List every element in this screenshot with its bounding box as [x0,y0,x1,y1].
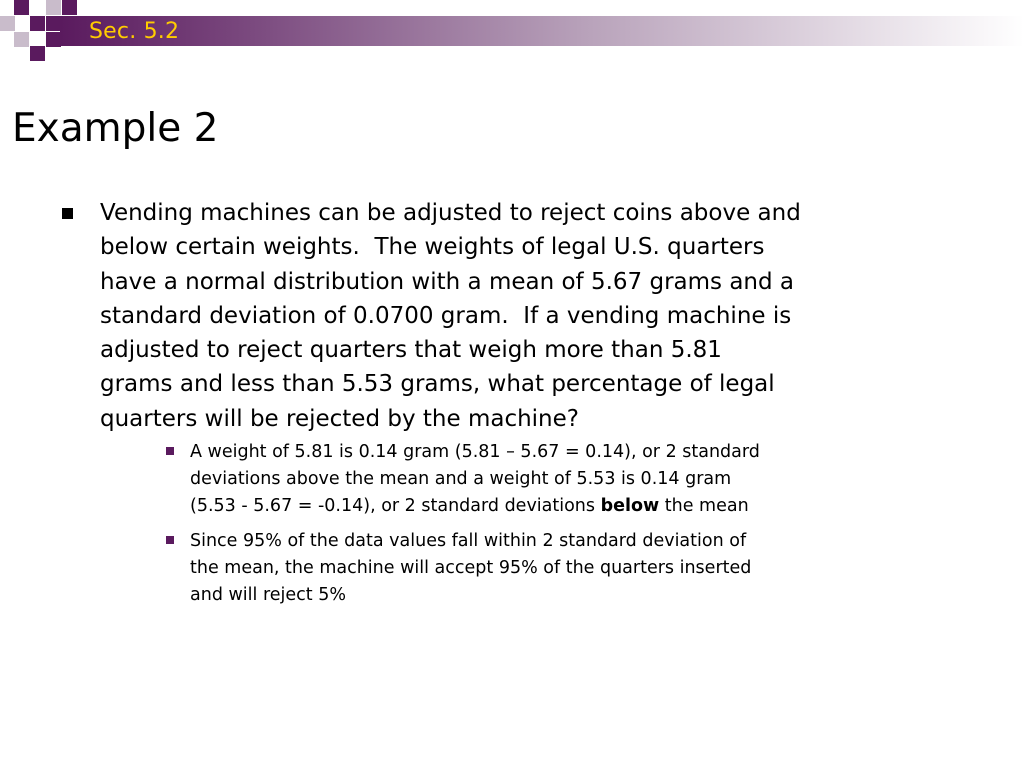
decorative-square [14,32,29,47]
decorative-square [46,16,61,31]
sub-bullet-text-part: the mean [659,496,749,516]
slide-title: Example 2 [12,106,219,151]
decorative-square [46,0,61,15]
sub-bullet-text-part: A weight of 5.81 is 0.14 gram (5.81 – 5.67 = 0.14), or 2 standard deviations above the mean and a weight of 5.53 is 0.14 gram (5.53 - 5.67 = -0.14), or 2 standard deviations [190,442,760,516]
sub-bullet-text: Since 95% of the data values fall within 2 standard deviation of the mean, the machine will accept 95% of the quarters inserted and will reject 5% [190,531,752,605]
sub-bullet-text [190,439,886,520]
sub-bullet-list [166,439,886,617]
main-bullet-text: Vending machines can be adjusted to reject coins above and below certain weights. The weights of legal U.S. quarters have a normal distribution with a mean of 5.67 grams and a standard deviation of 0.0700 gram. If a vending machine is adjusted to reject quarters that weigh more than 5.81 grams and less than 5.53 grams, what percentage of legal quarters will be rejected by the machine? [100,200,801,432]
sub-bullet-item [166,528,886,609]
sub-bullet-item [166,439,886,520]
square-bullet-icon [166,447,174,455]
emphasis-below: below [600,496,660,516]
decorative-square [46,32,61,47]
square-bullet-icon [166,536,174,544]
decorative-square [30,16,45,31]
header-bar [0,0,1024,46]
decorative-square [0,16,15,31]
decorative-square [62,0,77,15]
section-label: Sec. 5.2 [89,19,180,44]
header-gradient-bar [60,16,1024,46]
decorative-square [14,0,29,15]
decorative-square [30,46,45,61]
main-bullet [62,196,912,436]
square-bullet-icon [62,208,73,219]
